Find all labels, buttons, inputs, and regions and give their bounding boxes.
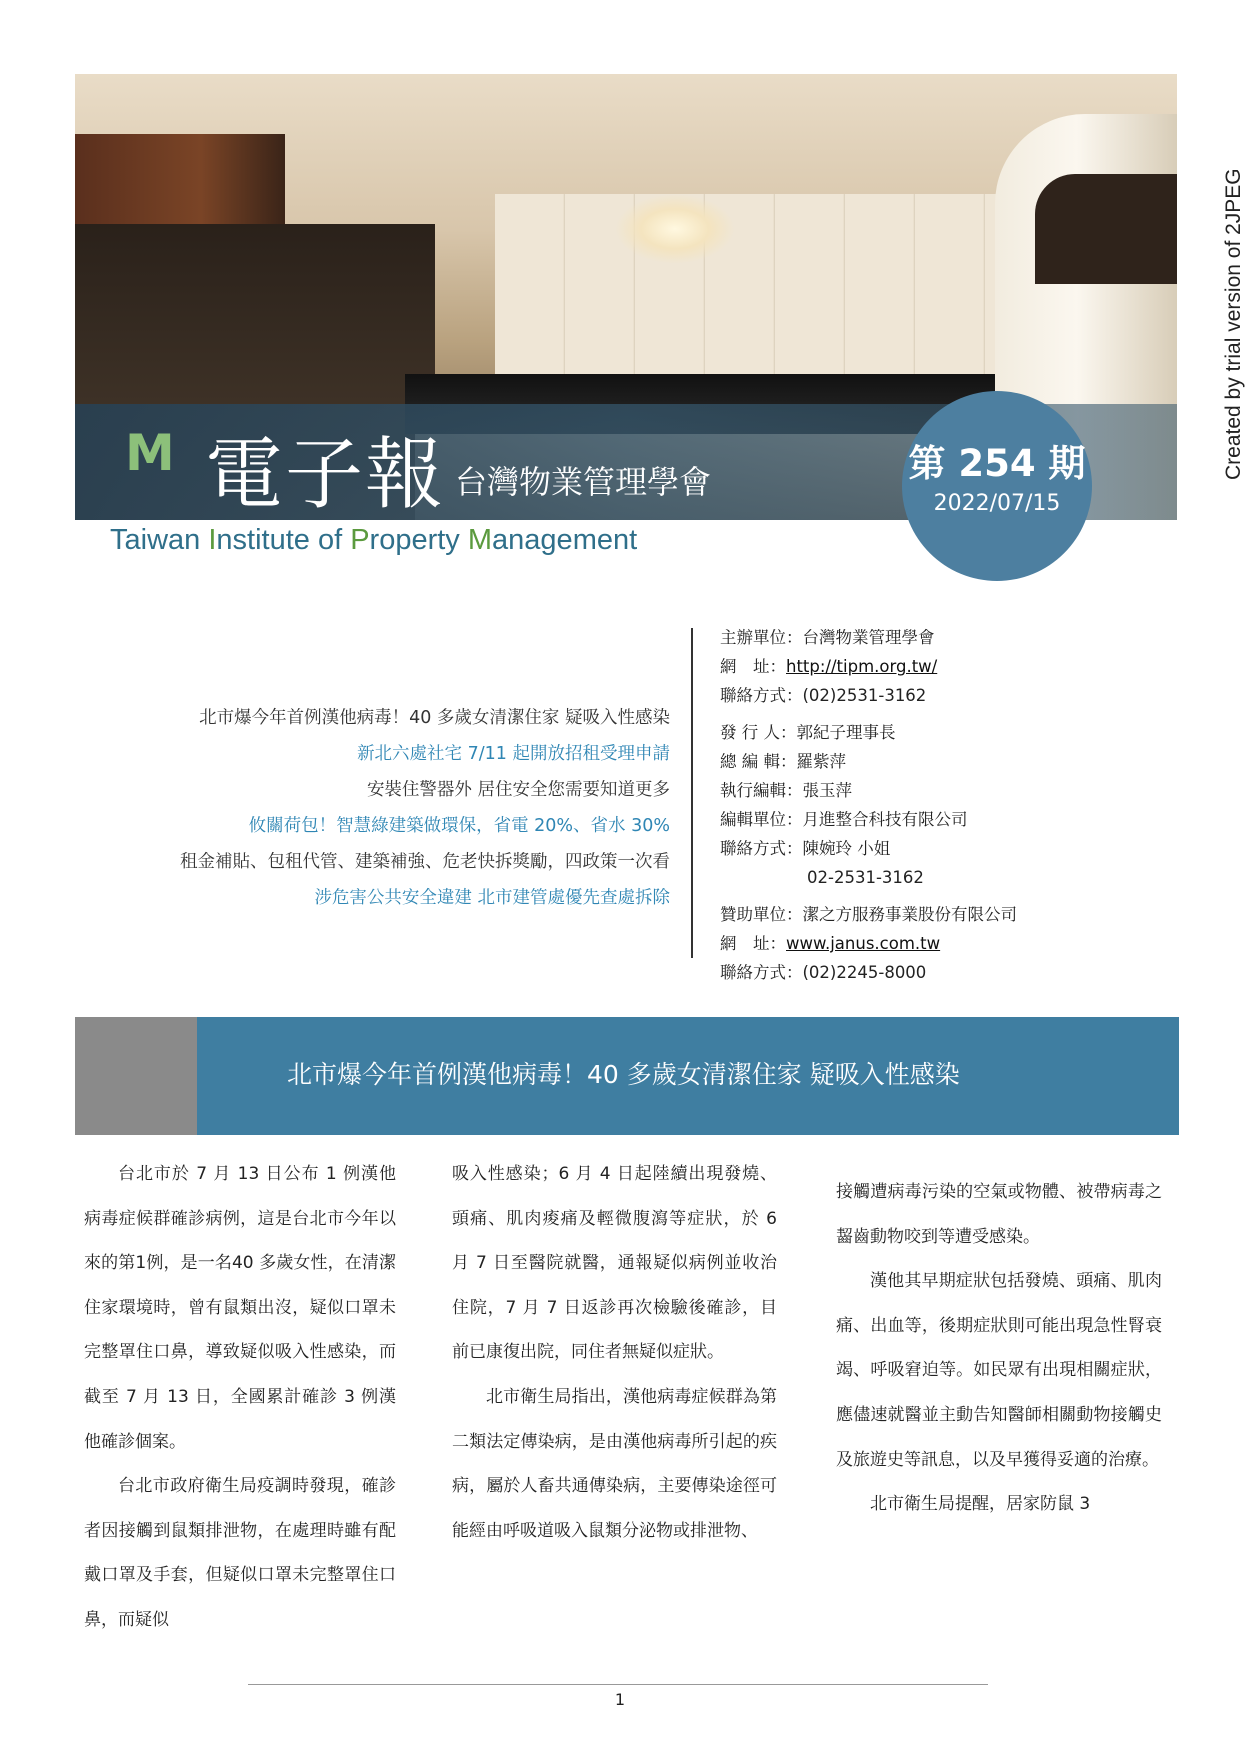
- headline-list: [180, 700, 670, 916]
- article-header-bar: [75, 1017, 1179, 1135]
- divider-line: [691, 628, 693, 958]
- org-name-en: [110, 524, 637, 557]
- article-header-grey-block: [75, 1017, 197, 1135]
- article-column-1: [84, 1152, 396, 1643]
- article-title: 北市爆今年首例漢他病毒！40 多歲女清潔住家 疑吸入性感染: [287, 1060, 960, 1089]
- publication-info: [720, 623, 1017, 987]
- trial-watermark: Created by trial version of 2JPEG: [1222, 168, 1245, 480]
- info-edit-unit: 編輯單位：月進整合科技有限公司: [720, 810, 968, 829]
- headline-link[interactable]: 租金補貼、包租代管、建築補強、危老快拆獎勵，四政策一次看: [180, 852, 670, 872]
- footer-divider: [248, 1684, 988, 1685]
- info-website-link[interactable]: http://tipm.org.tw/: [786, 657, 938, 676]
- info-sponsor: 贊助單位：潔之方服務事業股份有限公司: [720, 905, 1017, 924]
- banner-photo-niche: [1035, 174, 1177, 284]
- info-website-label: 網 址：: [720, 934, 786, 953]
- org-en-part: nstitute of: [216, 524, 351, 556]
- headline-link[interactable]: 涉危害公共安全違建 北市建管處優先查處拆除: [314, 888, 670, 908]
- page-number: 1: [614, 1690, 626, 1709]
- headline-link[interactable]: 北市爆今年首例漢他病毒！40 多歲女清潔住家 疑吸入性感染: [199, 708, 670, 728]
- banner-photo-chandelier: [615, 194, 735, 264]
- info-contact-phone: 02-2531-3162: [807, 868, 924, 887]
- org-en-initial: P: [350, 524, 370, 556]
- org-en-initial: M: [467, 524, 493, 556]
- article-paragraph: 北市衛生局提醒，居家防鼠 3: [870, 1494, 1091, 1515]
- info-exec-editor: 執行編輯：張玉萍: [720, 781, 852, 800]
- org-en-part: roperty: [369, 524, 468, 556]
- article-paragraph: 接觸遭病毒污染的空氣或物體、被帶病毒之齧齒動物咬到等遭受感染。: [836, 1182, 1162, 1247]
- info-website-link[interactable]: www.janus.com.tw: [786, 934, 941, 953]
- info-contact-person: 聯絡方式：陳婉玲 小姐: [720, 839, 891, 858]
- banner-photo-cabinets: [495, 194, 1055, 394]
- org-name-cn: 台灣物業管理學會: [455, 463, 712, 501]
- headline-link[interactable]: 新北六處社宅 7/11 起開放招租受理申請: [357, 744, 670, 764]
- info-organizer: 主辦單位：台灣物業管理學會: [720, 628, 935, 647]
- issue-number: 第 254 期: [908, 442, 1086, 485]
- info-website-row: [720, 652, 1017, 681]
- org-en-part: anagement: [492, 524, 638, 556]
- issue-date: 2022/07/15: [933, 491, 1061, 516]
- info-contact: 聯絡方式：(02)2531-3162: [720, 686, 927, 705]
- article-paragraph: 北市衛生局指出，漢他病毒症候群為第二類法定傳染病，是由漢他病毒所引起的疾病，屬於人畜共通傳染病，主要傳染途徑可能經由呼吸道吸入鼠類分泌物或排泄物、: [452, 1386, 777, 1541]
- article-column-2: [452, 1152, 777, 1553]
- headline-link[interactable]: 攸關荷包！智慧綠建築做環保，省電 20%、省水 30%: [248, 816, 670, 836]
- info-website-label: 網 址：: [720, 657, 786, 676]
- newsletter-title: 電子報: [205, 430, 446, 520]
- article-header-blue-block: [197, 1017, 1179, 1135]
- article-paragraph: 台北市於 7 月 13 日公布 1 例漢他病毒症候群確診病例，這是台北市今年以來的第1例，是一名40 多歲女性，在清潔住家環境時，曾有鼠類出沒，疑似口罩未完整罩住口鼻，導致疑似吸入性感染，而截至 7 月 13 日，全國累計確診 3 例漢他確診個案。: [84, 1164, 396, 1452]
- logo-m-icon: M: [125, 424, 175, 482]
- article-column-3: [836, 1170, 1162, 1527]
- info-website-row: [720, 929, 1017, 958]
- info-publisher: 發 行 人：郭紀子理事長: [720, 723, 896, 742]
- info-chief-editor: 總 編 輯：羅紫萍: [720, 752, 846, 771]
- issue-badge: [902, 391, 1092, 581]
- info-contact: 聯絡方式：(02)2245-8000: [720, 963, 927, 982]
- article-paragraph: 漢他其早期症狀包括發燒、頭痛、肌肉痛、出血等，後期症狀則可能出現急性腎衰竭、呼吸窘迫等。如民眾有出現相關症狀，應儘速就醫並主動告知醫師相關動物接觸史及旅遊史等訊息，以及早獲得妥適的治療。: [836, 1271, 1162, 1470]
- article-paragraph: 台北市政府衛生局疫調時發現，確診者因接觸到鼠類排泄物，在處理時雖有配戴口罩及手套，但疑似口罩未完整罩住口鼻，而疑似: [84, 1476, 396, 1630]
- headline-link[interactable]: 安裝住警器外 居住安全您需要知道更多: [366, 780, 670, 800]
- article-paragraph: 吸入性感染；6 月 4 日起陸續出現發燒、頭痛、肌肉痠痛及輕微腹瀉等症狀，於 6 月 7 日至醫院就醫，通報疑似病例並收治住院，7 月 7 日返診再次檢驗後確診，目前已康復出院，同住者無疑似症狀。: [452, 1164, 777, 1363]
- org-en-initial: I: [208, 524, 217, 556]
- org-en-part: Taiwan: [110, 524, 209, 556]
